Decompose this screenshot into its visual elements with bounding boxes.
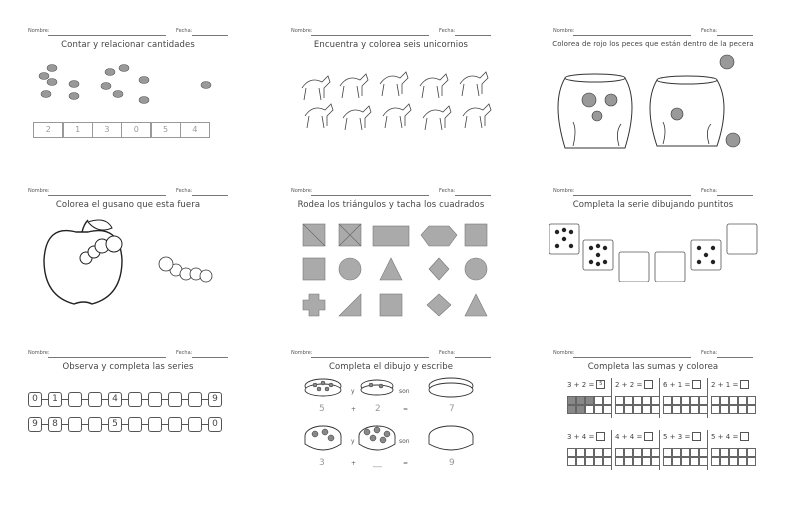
card-worm — [28, 188, 268, 338]
equals-sign-row1: = — [403, 406, 409, 413]
are-word-row2: son — [399, 438, 410, 445]
sum-3 — [663, 380, 701, 389]
series-box[interactable] — [188, 417, 202, 432]
ten-frame[interactable] — [711, 396, 756, 414]
number-cells — [34, 122, 210, 138]
name-label: Nombre: — [291, 28, 313, 34]
equals-sign-row2: = — [403, 460, 409, 467]
card-number-series — [28, 350, 268, 500]
name-line — [573, 195, 691, 196]
sum-7 — [663, 432, 701, 441]
sum-expression: 3 + 2 = — [567, 380, 595, 389]
series-box[interactable]: 5 — [108, 417, 122, 432]
name-line — [311, 357, 429, 358]
name-line — [48, 357, 166, 358]
series-box[interactable] — [168, 392, 182, 407]
worksheet-header — [553, 28, 793, 38]
series-box[interactable]: 9 — [208, 392, 222, 407]
series-box[interactable] — [68, 392, 82, 407]
card-count-and-relate — [28, 28, 268, 178]
name-line — [311, 35, 429, 36]
result-row2: 9 — [449, 458, 455, 468]
series-box[interactable] — [68, 417, 82, 432]
addend-a-row1: 5 — [319, 404, 325, 414]
worksheet-header — [28, 188, 268, 198]
answer-box[interactable] — [644, 380, 653, 389]
name-line — [48, 195, 166, 196]
date-line — [717, 195, 753, 196]
card-unicorns — [291, 28, 531, 178]
name-label: Nombre: — [28, 188, 50, 194]
date-label: Fecha: — [701, 188, 718, 194]
series-box[interactable] — [148, 392, 162, 407]
name-label: Nombre: — [553, 28, 575, 34]
sum-expression: 5 + 3 = — [663, 432, 691, 441]
ten-frame[interactable] — [567, 448, 612, 466]
horses-unicorns-illustration — [297, 64, 497, 134]
series-box[interactable] — [128, 417, 142, 432]
card-title: Completa la serie dibujando puntitos — [572, 200, 734, 210]
date-label: Fecha: — [176, 350, 193, 356]
sum-2 — [615, 380, 653, 389]
date-line — [455, 195, 491, 196]
sum-8 — [711, 432, 749, 441]
result-row1: 7 — [449, 404, 455, 414]
sum-5 — [567, 432, 605, 441]
number-cell[interactable]: 5 — [151, 122, 181, 138]
plus-sign-row2: + — [351, 460, 357, 467]
ten-frame[interactable] — [663, 448, 708, 466]
sum-4 — [711, 380, 749, 389]
series-box[interactable]: 4 — [108, 392, 122, 407]
name-line — [573, 35, 691, 36]
ten-frame[interactable] — [711, 448, 756, 466]
answer-box[interactable] — [740, 380, 749, 389]
series-box[interactable] — [188, 392, 202, 407]
card-fish-bowl — [553, 28, 793, 178]
answer-box[interactable] — [644, 432, 653, 441]
number-cell[interactable]: 1 — [63, 122, 93, 138]
plus-sign-row1: + — [351, 406, 357, 413]
series-box[interactable]: 8 — [48, 417, 62, 432]
card-sums — [553, 350, 793, 500]
card-title: Contar y relacionar cantidades — [61, 40, 195, 50]
date-line — [455, 357, 491, 358]
number-series-ascending — [28, 392, 222, 407]
apple-and-worm-illustration — [38, 218, 238, 308]
sum-6 — [615, 432, 653, 441]
name-label: Nombre: — [28, 350, 50, 356]
card-title: Completa el dibujo y escribe — [328, 362, 454, 372]
date-line — [455, 35, 491, 36]
worksheet-header — [28, 350, 268, 360]
date-label: Fecha: — [439, 28, 456, 34]
card-title: Completa las sumas y colorea — [587, 362, 719, 372]
card-complete-drawing — [291, 350, 531, 500]
name-label: Nombre: — [553, 350, 575, 356]
shapes-grid — [301, 222, 501, 318]
sum-expression: 3 + 4 = — [567, 432, 595, 441]
name-label: Nombre: — [291, 188, 313, 194]
and-word-row2: y — [351, 438, 355, 445]
sum-expression: 4 + 4 = — [615, 432, 643, 441]
worksheet-header — [291, 28, 531, 38]
date-line — [192, 357, 228, 358]
series-box[interactable] — [128, 392, 142, 407]
number-cell[interactable]: 0 — [121, 122, 151, 138]
addend-a-row2: 3 — [319, 458, 325, 468]
number-cell[interactable]: 4 — [180, 122, 210, 138]
name-line — [573, 357, 691, 358]
worksheet-header — [553, 350, 793, 360]
answer-box[interactable]: 5 — [596, 380, 605, 389]
addend-b-row1: 2 — [375, 404, 381, 414]
ten-frame[interactable] — [615, 448, 660, 466]
answer-box[interactable] — [596, 432, 605, 441]
card-title: Observa y completa las series — [62, 362, 194, 372]
date-line — [192, 195, 228, 196]
date-label: Fecha: — [701, 28, 718, 34]
sum-expression: 2 + 1 = — [711, 380, 739, 389]
name-label: Nombre: — [291, 350, 313, 356]
date-line — [717, 357, 753, 358]
date-label: Fecha: — [176, 188, 193, 194]
name-line — [311, 195, 429, 196]
series-box[interactable]: 0 — [28, 392, 42, 407]
card-title: Colorea el gusano que esta fuera — [55, 200, 201, 210]
number-series-descending — [28, 417, 222, 432]
answer-box[interactable] — [740, 432, 749, 441]
and-word-row1: y — [351, 388, 355, 395]
date-label: Fecha: — [439, 350, 456, 356]
series-box[interactable]: 1 — [48, 392, 62, 407]
number-cell[interactable]: 3 — [92, 122, 122, 138]
addend-b-row2[interactable]: __ — [373, 458, 382, 468]
date-label: Fecha: — [176, 28, 193, 34]
worksheet-header — [28, 28, 268, 38]
date-line — [192, 35, 228, 36]
worksheet-header — [553, 188, 793, 198]
answer-box[interactable] — [692, 380, 701, 389]
card-title: Rodea los triángulos y tacha los cuadrados — [297, 200, 485, 210]
series-box[interactable] — [168, 417, 182, 432]
card-shapes — [291, 188, 531, 338]
name-line — [48, 35, 166, 36]
number-cell[interactable]: 2 — [33, 122, 63, 138]
sum-expression: 2 + 2 = — [615, 380, 643, 389]
card-dot-series — [553, 188, 793, 338]
date-line — [717, 35, 753, 36]
series-box[interactable]: 0 — [208, 417, 222, 432]
date-label: Fecha: — [701, 350, 718, 356]
series-box[interactable] — [148, 417, 162, 432]
dot-series-squares — [549, 222, 764, 282]
fly-groups-illustration — [28, 58, 228, 118]
ten-frame[interactable] — [567, 396, 612, 414]
card-title: Encuentra y colorea seis unicornios — [313, 40, 469, 50]
series-box[interactable]: 9 — [28, 417, 42, 432]
worksheet-header — [291, 188, 531, 198]
sum-1 — [567, 380, 605, 389]
card-title: Colorea de rojo los peces que están dentro de la pecera — [552, 40, 754, 48]
sum-expression: 5 + 4 = — [711, 432, 739, 441]
ten-frame[interactable] — [615, 396, 660, 414]
answer-box[interactable] — [692, 432, 701, 441]
ten-frame[interactable] — [663, 396, 708, 414]
worksheet-header — [291, 350, 531, 360]
series-box[interactable] — [88, 417, 102, 432]
name-label: Nombre: — [553, 188, 575, 194]
name-label: Nombre: — [28, 28, 50, 34]
sum-expression: 6 + 1 = — [663, 380, 691, 389]
are-word-row1: son — [399, 388, 410, 395]
date-label: Fecha: — [439, 188, 456, 194]
fish-bowls-illustration — [553, 52, 763, 152]
series-box[interactable] — [88, 392, 102, 407]
